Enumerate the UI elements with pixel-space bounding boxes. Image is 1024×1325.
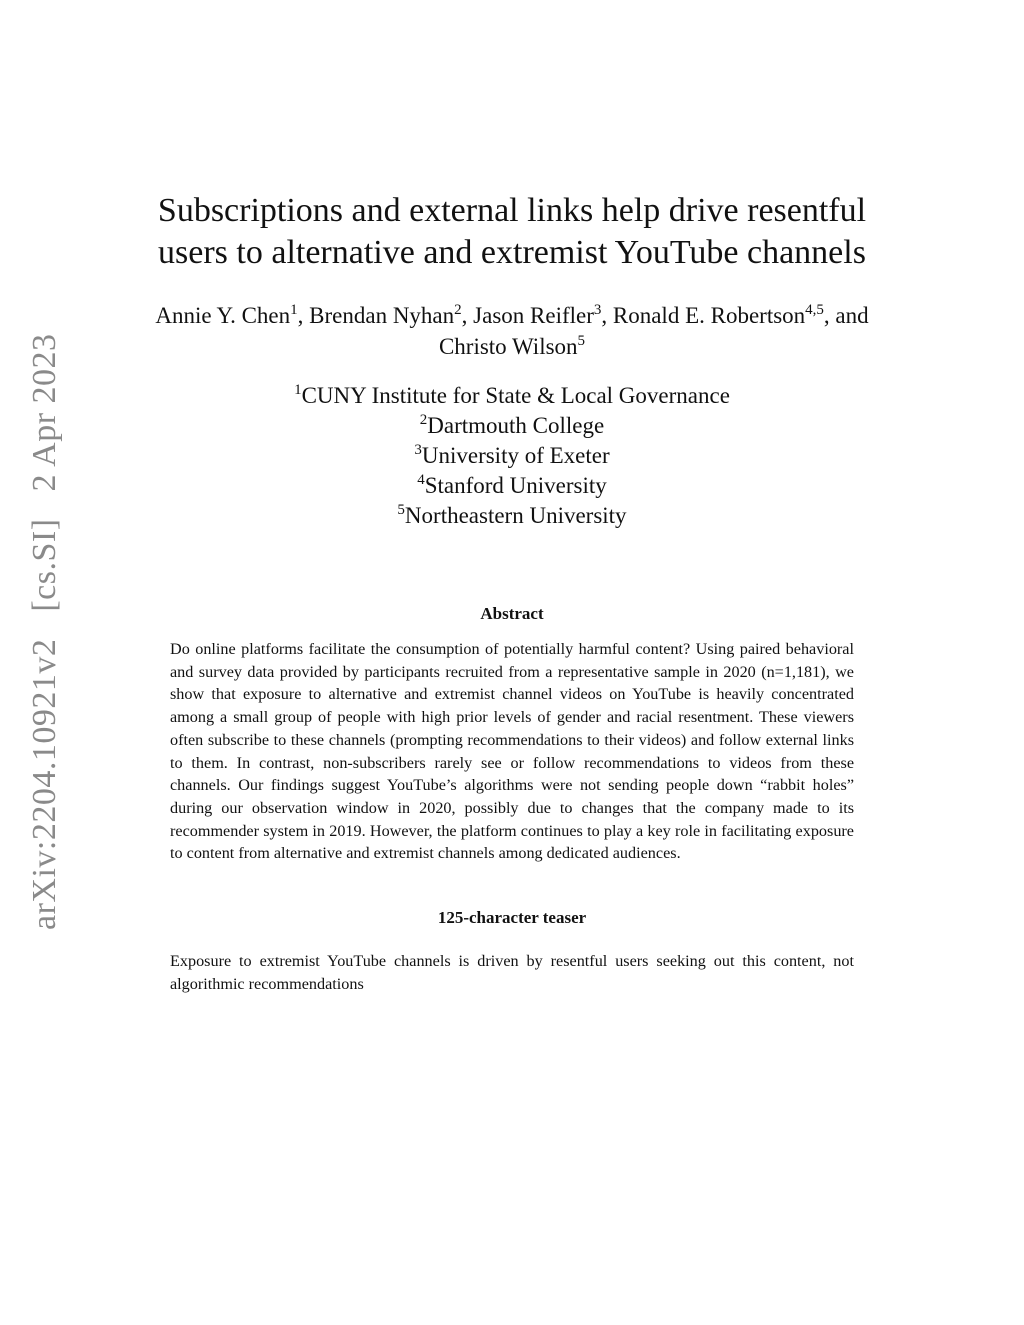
affil-number: 5 — [397, 502, 405, 518]
arxiv-id: arXiv:2204.10921v2 — [26, 638, 63, 930]
author-affil-mark: 5 — [577, 333, 586, 349]
arxiv-category: [cs.SI] — [26, 518, 63, 612]
author-name: Ronald E. Robertson — [612, 303, 806, 328]
abstract-heading: Abstract — [480, 604, 544, 623]
affil-number: 2 — [419, 412, 428, 428]
author-line-2 — [100, 331, 924, 362]
paper-title — [100, 190, 924, 274]
author-name: Brendan Nyhan — [309, 303, 455, 328]
title-line-1: Subscriptions and external links help drive resentful — [157, 192, 867, 229]
teaser-text: Exposure to extremist YouTube channels is driven by resentful users seeking out this content, not algorithmic recommendations — [170, 952, 854, 993]
affil-number: 4 — [417, 472, 425, 488]
author-name: Annie Y. Chen — [155, 303, 291, 328]
author-affil-mark: 1 — [290, 302, 298, 318]
affiliation-item — [100, 441, 924, 471]
title-line-2: users to alternative and extremist YouTube channels — [158, 234, 866, 271]
abstract-text: Do online platforms facilitate the consumption of potentially harmful content? Using paired behavioral and survey data provided by participants recruited from a representative sample in 2020 (n=1,181), we show that exposure to alternative and extremist channel videos on YouTube is heavily concentrated among a small group of people with high prior levels of gender and racial resentment. These viewers often subscribe to these channels (prompting recommendations to their videos) and follow external links to them. In contrast, non-subscribers rarely see or follow recommendations to videos from these channels. Our findings suggest YouTube’s algorithms were not sending people down “rabbit holes” during our observation window in 2020, possibly due to changes that the company made to its recommender system in 2019. However, the platform continues to play a key role in facilitating exposure to content from alternative and extremist channels among dedicated audiences. — [170, 640, 854, 863]
affiliation-item — [100, 501, 924, 531]
author-affil-mark: 2 — [454, 302, 462, 318]
affil-name: Stanford University — [424, 473, 607, 498]
affil-number: 3 — [414, 442, 422, 458]
affiliation-item — [100, 411, 924, 441]
author-name: Jason Reifler — [473, 303, 594, 328]
affiliation-list — [100, 381, 924, 531]
affiliation-item — [100, 381, 924, 411]
author-list — [100, 300, 924, 362]
author-affil-mark: 3 — [593, 302, 602, 318]
affil-name: University of Exeter — [421, 443, 610, 468]
affil-number: 1 — [294, 382, 302, 398]
arxiv-date: 2 Apr 2023 — [26, 333, 63, 492]
arxiv-identifier-stamp — [20, 333, 70, 930]
author-affil-mark: 4,5 — [805, 302, 824, 318]
author-name: Christo Wilson — [438, 334, 578, 359]
affil-name: Northeastern University — [404, 503, 627, 528]
affiliation-item — [100, 471, 924, 501]
affil-name: Dartmouth College — [427, 413, 605, 438]
teaser-heading: 125-character teaser — [437, 908, 587, 927]
author-line-1: Annie Y. Chen$^1$, Brendan Nyhan$^2$, Jason Reifler$^3$, Ronald E. Robertson$^{4,5}$, and — [155, 302, 869, 328]
affil-name: CUNY Institute for State & Local Governance — [301, 383, 730, 408]
